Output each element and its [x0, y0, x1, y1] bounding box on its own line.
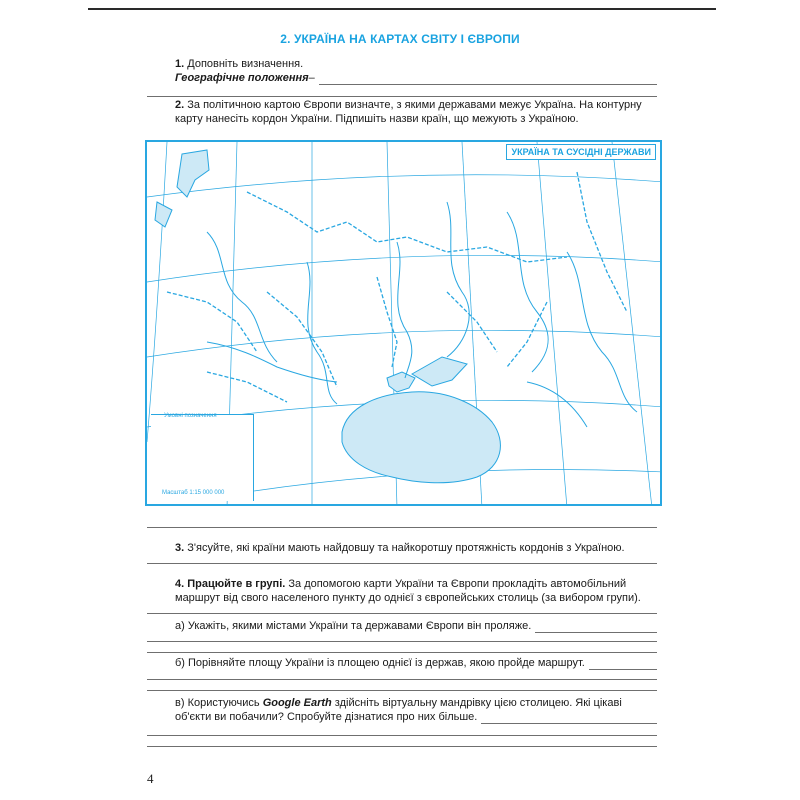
task2-text: [175, 98, 660, 126]
top-rule: [88, 8, 716, 10]
task4-c-pre: в) Користуючись: [175, 697, 263, 709]
task4-text: [175, 577, 657, 605]
task4-b-text: б) Порівняйте площу України із площею однієї із держав, якою пройде маршрут.: [175, 657, 585, 669]
contour-map[interactable]: [145, 140, 662, 506]
task4-answer-line-1[interactable]: [147, 613, 657, 614]
task1-prompt: [175, 57, 303, 71]
task4-c-google-earth: Google Earth: [262, 697, 332, 709]
task4-b-answer-line-2[interactable]: [147, 690, 657, 691]
task4-c-post: здійсніть віртуальну мандрівку цією столицею. Які цікаві: [331, 697, 622, 709]
task4-line1: За допомогою карти України та Європи прокладіть автомобільний: [288, 578, 627, 590]
map-legend-title: Умовні позначення: [164, 413, 217, 419]
task3-text: [175, 541, 625, 555]
page-title: 2. УКРАЇНА НА КАРТАХ СВІТУ І ЄВРОПИ: [280, 32, 520, 46]
task4-a-answer-line-2[interactable]: [147, 652, 657, 653]
map-scale: Масштаб 1:15 000 000: [162, 490, 225, 496]
page-number: 4: [147, 771, 154, 786]
task2-number: 2.: [175, 99, 185, 111]
task4-a: [175, 619, 657, 633]
task4-b-answer-field[interactable]: [589, 657, 657, 670]
task2-answer-line[interactable]: [147, 527, 657, 528]
task3-body: З'ясуйте, які країни мають найдовшу та найкоротшу протяжність кордонів з Україною.: [187, 542, 625, 554]
task4-a-answer-field[interactable]: [535, 620, 657, 633]
map-title: УКРАЇНА ТА СУСІДНІ ДЕРЖАВИ: [506, 144, 656, 160]
task4-c-line2: об'єкти ви побачили? Спробуйте дізнатися про них більше.: [175, 711, 478, 723]
task1-answer-field[interactable]: [319, 72, 657, 85]
task4-a-answer-line-1[interactable]: [147, 641, 657, 642]
task4-b-answer-line-1[interactable]: [147, 679, 657, 680]
task1-text: Доповніть визначення.: [187, 58, 304, 70]
task3-number: 3.: [175, 542, 185, 554]
task1-term: Географічне положення: [175, 72, 309, 84]
task4-line2: маршрут від свого населеного пункту до однієї з європейських столиць (за вибором групи).: [175, 592, 641, 604]
task1-definition: [175, 71, 657, 85]
task4-c-second: [175, 710, 657, 724]
task4-b: [175, 656, 657, 670]
map-legend: [151, 414, 254, 501]
task4-c-answer-field[interactable]: [481, 711, 657, 724]
task2-line1: За політичною картою Європи визначте, з якими державами межує Україна. На контурну: [187, 99, 642, 111]
task1-number: 1.: [175, 58, 185, 70]
task1-answer-line[interactable]: [147, 96, 657, 97]
task4-c-answer-line-2[interactable]: [147, 746, 657, 747]
task4-c-answer-line-1[interactable]: [147, 735, 657, 736]
task4-lead: 4. Працюйте в групі.: [175, 578, 286, 590]
task4-c: [175, 696, 657, 710]
task2-line2: карту нанесіть кордон України. Підпишіть назви країн, що межують з Україною.: [175, 113, 579, 125]
task1-dash: –: [308, 72, 315, 84]
task3-answer-line[interactable]: [147, 563, 657, 564]
map-borders: [167, 172, 627, 402]
task4-a-text: а) Укажіть, якими містами України та державами Європи він проляже.: [175, 620, 532, 632]
